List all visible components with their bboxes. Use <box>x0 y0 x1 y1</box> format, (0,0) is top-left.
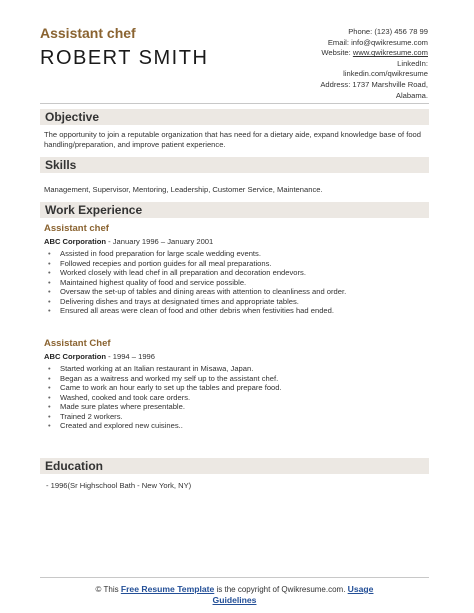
resume-job-title: Assistant chef <box>40 25 136 41</box>
footer-copyright-text: is the copyright of Qwikresume.com. <box>214 585 348 594</box>
usage-link[interactable]: Usage <box>347 584 374 594</box>
contact-website-link[interactable]: www.qwikresume.com <box>352 48 428 58</box>
contact-email: Email: info@qwikresume.com <box>327 37 428 47</box>
job-company-2: ABC Corporation <box>44 352 107 361</box>
list-item: • Began as a waitress and worked my self up to the assistant chef. <box>48 374 428 384</box>
list-item: • Came to work an hour early to set up the tables and prepare food. <box>48 383 428 393</box>
job-bullets-1 <box>48 249 428 316</box>
list-item: • Maintained highest quality of food and service possible. <box>48 278 428 288</box>
list-item: • Washed, cooked and took care orders. <box>48 393 428 403</box>
job-company-line-2 <box>44 352 155 361</box>
list-item: • Started working at an Italian restaurant in Misawa, Japan. <box>48 364 428 374</box>
contact-address-line1: Address: 1737 Marshville Road, <box>320 79 428 89</box>
section-header-objective <box>40 109 429 125</box>
job-dates-1: - January 1996 – January 2001 <box>106 237 214 246</box>
job-bullets-2 <box>48 364 428 431</box>
job-title-2: Assistant Chef <box>44 338 111 349</box>
list-item: • Ensured all areas were clean of food and other debris when festivities had ended. <box>48 306 428 316</box>
free-resume-template-link[interactable]: Free Resume Template <box>120 584 215 594</box>
contact-website <box>228 48 428 59</box>
section-header-education <box>40 458 429 474</box>
contact-website-label: Website: <box>321 48 353 58</box>
list-item: • Trained 2 workers. <box>48 412 428 422</box>
job-dates-2: - 1994 – 1996 <box>106 352 155 361</box>
job-company-1: ABC Corporation <box>44 237 107 246</box>
section-title-skills: Skills <box>45 158 77 172</box>
skills-text: Management, Supervisor, Mentoring, Leadership, Customer Service, Maintenance. <box>44 185 323 194</box>
footer-prefix: © This <box>95 585 121 594</box>
footer <box>40 584 429 606</box>
contact-block <box>228 27 428 101</box>
list-item: • Created and explored new cuisines.. <box>48 421 428 431</box>
section-title-objective: Objective <box>45 110 100 124</box>
list-item: • Assisted in food preparation for large scale wedding events. <box>48 249 428 259</box>
job-company-line-1 <box>44 237 213 246</box>
footer-divider <box>40 577 429 578</box>
contact-phone: Phone: (123) 456 78 99 <box>348 27 428 36</box>
contact-address-line2: Alabama. <box>395 90 428 100</box>
list-item: • Delivering dishes and trays at designated times and appropriate tables. <box>48 297 428 307</box>
section-title-work-experience: Work Experience <box>45 203 143 217</box>
list-item: • Oversaw the set-up of tables and dining areas with attention to cleanliness and order. <box>48 287 428 297</box>
contact-linkedin-label: LinkedIn: <box>397 58 428 68</box>
list-item: • Followed recepies and portion guides for all meal preparations. <box>48 259 428 269</box>
header-divider <box>40 103 429 104</box>
objective-text: The opportunity to join a reputable organization that has need for a dietary aide, expand knowledge base of food handling/preparation, and improve patient experience. <box>44 130 421 149</box>
section-title-education: Education <box>45 459 104 473</box>
list-item: • Worked closely with lead chef in all preparation and decoration endevors. <box>48 268 428 278</box>
contact-linkedin-value: linkedin.com/qwikresume <box>343 69 428 79</box>
list-item: • Made sure plates where presentable. <box>48 402 428 412</box>
education-text: - 1996(Sr Highschool Bath - New York, NY) <box>46 481 192 490</box>
candidate-name: ROBERT SMITH <box>40 47 209 69</box>
section-header-work-experience <box>40 202 429 218</box>
job-title-1: Assistant chef <box>44 223 109 234</box>
section-header-skills <box>40 157 429 173</box>
guidelines-link[interactable]: Guidelines <box>212 595 257 605</box>
